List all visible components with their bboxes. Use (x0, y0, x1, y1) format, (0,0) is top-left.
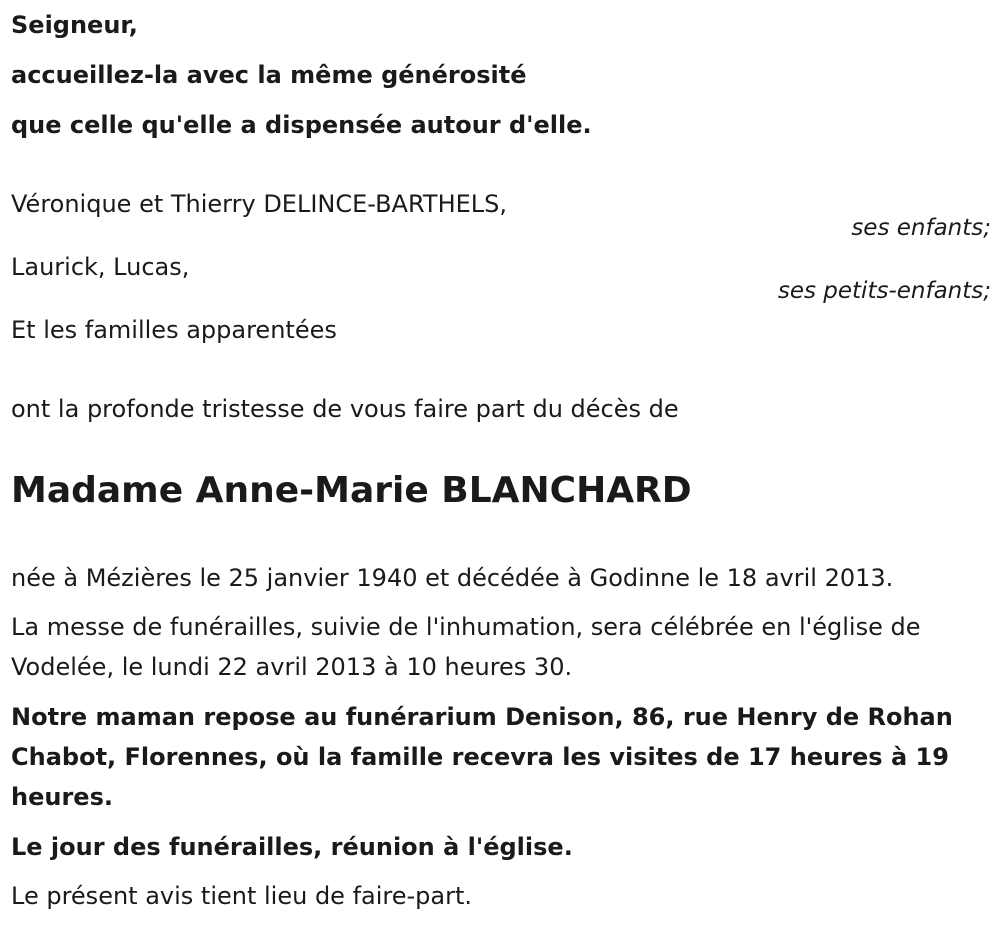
relatives-line: Et les familles apparentées (11, 316, 337, 344)
grandchildren-role: ses petits-enfants; (777, 278, 991, 304)
prayer-line-2: accueillez-la avec la même générosité (11, 61, 527, 89)
children-role: ses enfants; (851, 215, 991, 241)
prayer-line-3: que celle qu'elle a dispensée autour d'elle. (11, 111, 592, 139)
children-names: Véronique et Thierry DELINCE-BARTHELS, (11, 190, 508, 218)
birth-death-line: née à Mézières le 25 janvier 1940 et décédée à Godinne le 18 avril 2013. (11, 564, 894, 592)
meeting-line: Le jour des funérailles, réunion à l'église. (11, 833, 573, 861)
prayer-line-1: Seigneur, (11, 11, 138, 39)
grandchildren-names: Laurick, Lucas, (11, 253, 190, 281)
funeral-mass-paragraph: La messe de funérailles, suivie de l'inhumation, sera célébrée en l'église de Vodelée, le lundi 22 avril 2013 à 10 heures 30. (11, 613, 921, 681)
notice-line: Le présent avis tient lieu de faire-part. (11, 882, 473, 910)
deceased-name: Madame Anne-Marie BLANCHARD (11, 470, 692, 511)
announcement-line: ont la profonde tristesse de vous faire part du décès de (11, 395, 679, 423)
visitation-paragraph: Notre maman repose au funérarium Denison, 86, rue Henry de Rohan Chabot, Florennes, où la famille recevra les visites de 17 heures à 19 heures. (11, 703, 953, 811)
